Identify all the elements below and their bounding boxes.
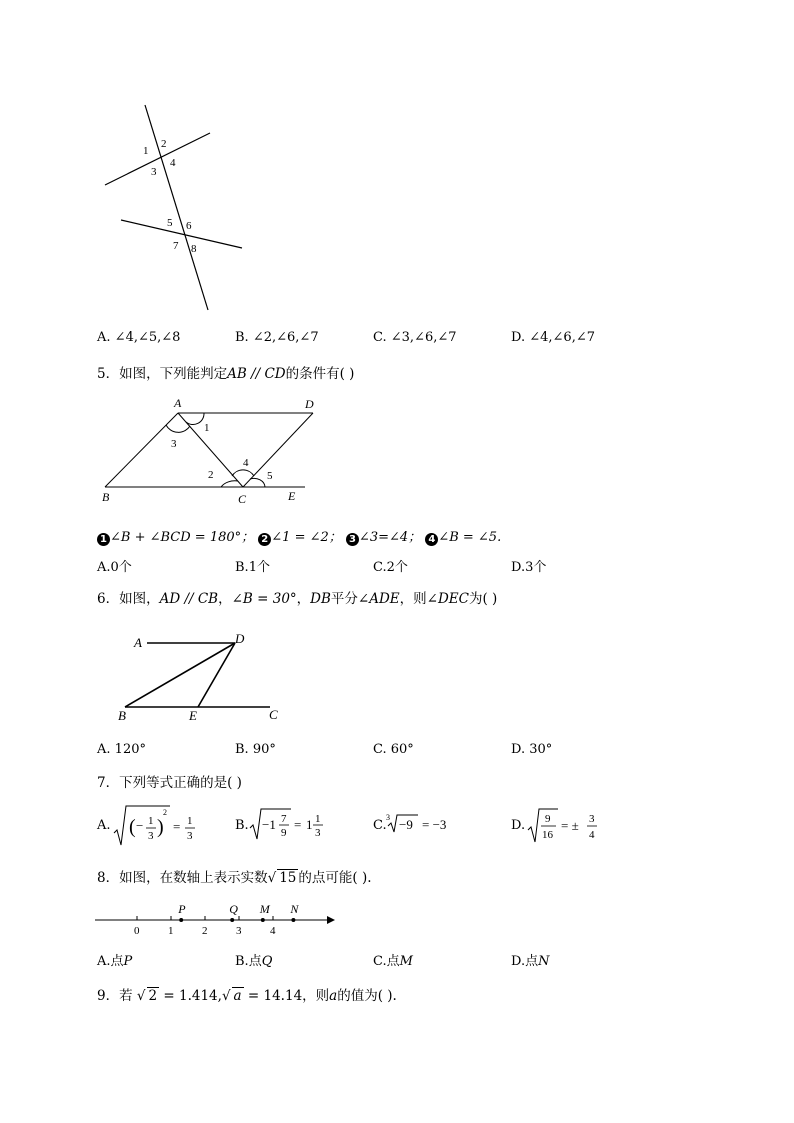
option-text: 点 bbox=[386, 954, 400, 969]
option-letter: C. bbox=[373, 560, 387, 575]
svg-text:(: ( bbox=[129, 816, 136, 838]
stem-text: 若 bbox=[119, 988, 133, 1004]
fig5-arc-5 bbox=[250, 478, 265, 487]
question-number: 7． bbox=[97, 775, 120, 791]
q7-option-c-formula bbox=[386, 812, 466, 834]
q4-option-c[interactable] bbox=[373, 330, 457, 345]
q5-option-c[interactable] bbox=[373, 556, 408, 575]
stem-math: ∠DEC bbox=[426, 591, 469, 607]
condition-mark-2: 2 bbox=[258, 533, 271, 546]
stem-text: 的值为( ). bbox=[337, 988, 397, 1004]
axis-tick-label: 0 bbox=[134, 925, 140, 937]
svg-text:3: 3 bbox=[187, 830, 193, 842]
svg-text:): ) bbox=[157, 816, 164, 838]
q7-option-a-formula bbox=[112, 803, 202, 849]
option-letter: B. bbox=[235, 742, 249, 757]
svg-text:= −3: = −3 bbox=[422, 817, 447, 832]
svg-text:1: 1 bbox=[306, 817, 313, 832]
option-point: Q bbox=[261, 954, 273, 969]
svg-text:=: = bbox=[173, 819, 181, 834]
fig4-label-7: 7 bbox=[173, 240, 179, 252]
svg-text:1: 1 bbox=[148, 815, 154, 827]
svg-text:9: 9 bbox=[281, 827, 287, 839]
q7-option-b-formula bbox=[248, 806, 338, 844]
svg-text:1: 1 bbox=[187, 815, 193, 827]
q5-stem bbox=[97, 362, 354, 382]
q5-option-b[interactable] bbox=[235, 556, 270, 575]
stem-text: ，则 bbox=[302, 988, 330, 1004]
condition-text-4: ∠B = ∠5. bbox=[438, 530, 502, 545]
q7-option-d-letter[interactable] bbox=[511, 818, 525, 833]
q5-option-d[interactable] bbox=[511, 556, 546, 575]
fig4-label-5: 5 bbox=[167, 217, 173, 229]
fig5-arc-2 bbox=[221, 481, 238, 487]
stem-math: ∠B = 30° bbox=[231, 591, 297, 607]
option-letter: B. bbox=[235, 330, 249, 345]
fig6-label-e: E bbox=[189, 708, 197, 723]
fig4-label-1: 1 bbox=[143, 145, 149, 157]
option-letter: B. bbox=[235, 560, 249, 575]
fig5-label-a: A bbox=[174, 396, 182, 410]
axis-tick-label: 4 bbox=[270, 925, 276, 937]
q4-option-a[interactable] bbox=[97, 330, 180, 345]
fig5-label-5: 5 bbox=[267, 470, 273, 482]
axis-arrow bbox=[327, 916, 335, 924]
stem-text: 的条件有( ) bbox=[285, 366, 355, 382]
fig5-label-c: C bbox=[238, 492, 247, 506]
option-text: ∠2,∠6,∠7 bbox=[252, 330, 319, 345]
option-text: 3个 bbox=[525, 560, 547, 575]
q6-stem bbox=[97, 587, 497, 607]
option-letter: D. bbox=[511, 742, 526, 757]
option-letter: C. bbox=[373, 330, 387, 345]
fig4-label-6: 6 bbox=[186, 220, 192, 232]
q4-figure bbox=[95, 100, 255, 315]
q6-option-c[interactable] bbox=[373, 742, 414, 757]
option-text: ∠4,∠6,∠7 bbox=[529, 330, 595, 345]
fig5-arc-4 bbox=[232, 470, 254, 476]
stem-text: ，则 bbox=[399, 591, 427, 607]
fig6-line-de bbox=[198, 643, 235, 707]
question-number: 9． bbox=[97, 988, 120, 1004]
condition-mark-3: 3 bbox=[346, 533, 359, 546]
q8-option-c[interactable] bbox=[373, 950, 413, 969]
fig5-label-1: 1 bbox=[204, 422, 210, 434]
q9-stem: 9．若 √ 2 = 1.414,√ a = 14.14，则a的值为( ). bbox=[97, 988, 397, 1004]
option-letter: C. bbox=[373, 742, 387, 757]
svg-text:3: 3 bbox=[589, 813, 595, 825]
fig4-label-8: 8 bbox=[191, 243, 197, 255]
axis-point-label: M bbox=[259, 902, 270, 916]
q7-option-c-letter[interactable] bbox=[373, 818, 387, 833]
option-letter: A. bbox=[97, 330, 111, 345]
q7-option-d-formula bbox=[526, 806, 606, 846]
stem-math: = 14.14 bbox=[247, 988, 303, 1004]
option-text: 1个 bbox=[248, 560, 270, 575]
fig4-label-3: 3 bbox=[151, 166, 157, 178]
stem-math: AB // CD bbox=[227, 366, 286, 382]
axis-tick-label: 1 bbox=[168, 925, 174, 937]
condition-text-3: ∠3=∠4； bbox=[358, 530, 422, 545]
option-text: 点 bbox=[110, 954, 124, 969]
q7-option-b-letter[interactable] bbox=[235, 818, 249, 833]
option-letter: D. bbox=[511, 818, 526, 833]
stem-text: 下列等式正确的是( ) bbox=[119, 775, 242, 791]
option-letter: D. bbox=[511, 954, 526, 969]
option-text: 点 bbox=[248, 954, 262, 969]
svg-text:= ±: = ± bbox=[561, 818, 579, 833]
fig6-label-b: B bbox=[118, 708, 126, 723]
q5-option-a[interactable] bbox=[97, 556, 132, 575]
condition-text-1: ∠B + ∠BCD = 180°； bbox=[110, 530, 255, 545]
option-text: 点 bbox=[525, 954, 539, 969]
q6-option-b[interactable] bbox=[235, 742, 276, 757]
svg-text:4: 4 bbox=[589, 829, 595, 841]
stem-text: 为( ) bbox=[469, 591, 498, 607]
stem-math: ∠ADE bbox=[357, 591, 400, 607]
q8-option-d[interactable] bbox=[511, 950, 549, 969]
option-point: N bbox=[538, 954, 550, 969]
fig5-line-ab bbox=[105, 413, 178, 487]
option-text: ∠3,∠6,∠7 bbox=[390, 330, 457, 345]
svg-text:16: 16 bbox=[542, 829, 553, 841]
fig4-label-4: 4 bbox=[170, 157, 176, 169]
fig5-label-e: E bbox=[288, 489, 296, 503]
option-text: 2个 bbox=[386, 560, 408, 575]
option-letter: B. bbox=[235, 818, 249, 833]
svg-text:7: 7 bbox=[281, 813, 287, 825]
axis-point-label: Q bbox=[229, 902, 238, 916]
q4-option-d[interactable] bbox=[511, 330, 595, 345]
svg-text:−1: −1 bbox=[262, 817, 276, 832]
q6-figure bbox=[110, 625, 295, 725]
fig5-label-d: D bbox=[305, 397, 314, 411]
axis-point-label: N bbox=[290, 902, 299, 916]
fig5-arc-1 bbox=[186, 413, 204, 425]
axis-point bbox=[291, 918, 295, 922]
fig5-label-3: 3 bbox=[171, 438, 177, 450]
fig6-line-db bbox=[125, 643, 235, 707]
stem-text: 如图，在数轴上表示实数 bbox=[119, 870, 268, 886]
stem-variable: a bbox=[329, 988, 338, 1004]
option-letter: A. bbox=[97, 954, 111, 969]
option-letter: D. bbox=[511, 330, 526, 345]
stem-math: DB bbox=[310, 591, 331, 607]
stem-text: 如图，下列能判定 bbox=[119, 366, 228, 382]
option-point: P bbox=[123, 954, 133, 969]
svg-text:3: 3 bbox=[148, 830, 154, 842]
option-letter: D. bbox=[511, 560, 526, 575]
q5-figure bbox=[95, 393, 325, 508]
q8-number-line bbox=[95, 897, 345, 939]
stem-text: 如图， bbox=[119, 591, 160, 607]
q7-stem bbox=[97, 771, 242, 791]
option-letter: C. bbox=[373, 954, 387, 969]
svg-text:−: − bbox=[136, 818, 144, 833]
fig4-label-2: 2 bbox=[161, 138, 167, 150]
q8-option-b[interactable] bbox=[235, 950, 272, 969]
fig5-label-2: 2 bbox=[208, 469, 214, 481]
q6-option-d[interactable] bbox=[511, 742, 552, 757]
q6-option-a[interactable] bbox=[97, 742, 146, 757]
svg-text:=: = bbox=[294, 817, 302, 832]
condition-text-2: ∠1 = ∠2； bbox=[271, 530, 342, 545]
option-letter: A. bbox=[97, 818, 111, 833]
option-text: 90° bbox=[252, 742, 276, 757]
stem-math: = 1.414, bbox=[163, 988, 222, 1004]
stem-radicand: a bbox=[233, 988, 242, 1004]
option-text: ∠4,∠5,∠8 bbox=[114, 330, 181, 345]
option-text: 0个 bbox=[110, 560, 132, 575]
option-letter: A. bbox=[97, 742, 111, 757]
option-letter: C. bbox=[373, 818, 387, 833]
q8-stem: 8．如图，在数轴上表示实数√ 15 的点可能( ). bbox=[97, 870, 372, 886]
stem-math: AD // CB bbox=[159, 591, 219, 607]
fig5-arc-3 bbox=[166, 425, 190, 432]
svg-text:9: 9 bbox=[545, 813, 551, 825]
q4-option-b[interactable] bbox=[235, 330, 319, 345]
option-point: M bbox=[399, 954, 413, 969]
q8-option-a[interactable] bbox=[97, 950, 132, 969]
question-number: 5． bbox=[97, 366, 120, 382]
question-number: 6． bbox=[97, 591, 120, 607]
fig6-label-c: C bbox=[269, 707, 278, 722]
stem-radicand: 2 bbox=[148, 988, 158, 1004]
option-letter: A. bbox=[97, 560, 111, 575]
stem-text: 平分 bbox=[330, 591, 358, 607]
svg-text:3: 3 bbox=[386, 813, 390, 822]
fig4-line-upper bbox=[105, 133, 210, 185]
axis-tick-label: 3 bbox=[236, 925, 242, 937]
svg-text:3: 3 bbox=[315, 827, 321, 839]
stem-radicand: 15 bbox=[279, 870, 297, 886]
stem-text: 的点可能( ). bbox=[298, 870, 372, 886]
option-text: 120° bbox=[114, 742, 146, 757]
svg-text:1: 1 bbox=[315, 813, 321, 825]
condition-mark-1: 1 bbox=[97, 533, 110, 546]
condition-mark-4: 4 bbox=[425, 533, 438, 546]
svg-text:−9: −9 bbox=[399, 817, 413, 832]
axis-point bbox=[261, 918, 265, 922]
stem-text: ， bbox=[218, 591, 232, 607]
fig5-label-b: B bbox=[102, 490, 110, 504]
q5-conditions bbox=[97, 526, 501, 546]
stem-text: ， bbox=[296, 591, 311, 607]
fig6-label-d: D bbox=[235, 631, 245, 646]
fig4-transversal bbox=[145, 105, 208, 310]
axis-point-label: P bbox=[178, 902, 186, 916]
axis-point bbox=[230, 918, 234, 922]
q7-option-a-letter[interactable] bbox=[97, 818, 111, 833]
question-number: 8． bbox=[97, 870, 120, 886]
axis-tick-label: 2 bbox=[202, 925, 208, 937]
fig6-label-a: A bbox=[134, 635, 142, 650]
axis-point bbox=[179, 918, 183, 922]
option-text: 30° bbox=[529, 742, 553, 757]
option-letter: B. bbox=[235, 954, 249, 969]
fig5-label-4: 4 bbox=[243, 457, 249, 469]
svg-text:2: 2 bbox=[163, 808, 167, 817]
option-text: 60° bbox=[390, 742, 414, 757]
